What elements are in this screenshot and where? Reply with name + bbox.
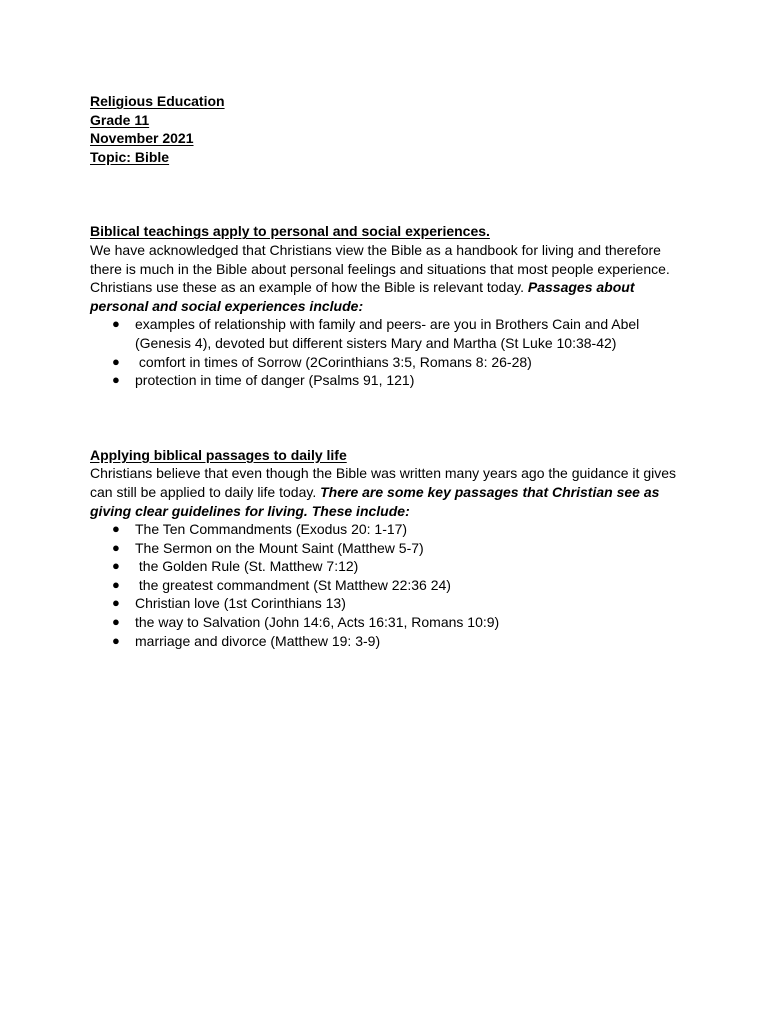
paragraph-emphasis: There are some key passages that Christian see as giving clear guidelines for living. These include: bbox=[90, 483, 660, 519]
bullet-icon: ● bbox=[112, 372, 120, 388]
list-item-text: the greatest commandment (St Matthew 22:36 24) bbox=[135, 576, 451, 593]
spacer bbox=[90, 166, 680, 222]
bullet-icon: ● bbox=[112, 558, 120, 574]
paragraph-text: We have acknowledged that Christians view the Bible as a handbook for living and therefore there is much in the Bible about personal feelings and situations that most people experience. Christians use these as an example of how the Bible is relevant today. bbox=[90, 241, 670, 296]
list-item-text: examples of relationship with family and peers- are you in Brothers Cain and Abel (Genesis 4), devoted but different sisters Mary and Martha (St Luke 10:38-42) bbox=[135, 316, 644, 351]
bullet-icon: ● bbox=[112, 576, 120, 592]
list-item bbox=[90, 371, 680, 390]
document-header bbox=[90, 92, 680, 166]
section-paragraph bbox=[90, 464, 680, 520]
bullet-icon: ● bbox=[112, 595, 120, 611]
list-item bbox=[90, 315, 680, 352]
list-item-text: Christian love (1st Corinthians 13) bbox=[135, 595, 346, 612]
list-item-text: The Ten Commandments (Exodus 20: 1-17) bbox=[135, 521, 408, 538]
list-item bbox=[90, 539, 680, 558]
list-item bbox=[90, 520, 680, 539]
document-page bbox=[90, 92, 680, 650]
subject-title: Religious Education bbox=[90, 93, 225, 109]
bullet-icon: ● bbox=[112, 632, 120, 648]
list-item bbox=[90, 594, 680, 613]
bullet-list bbox=[90, 520, 680, 650]
bullet-icon: ● bbox=[112, 316, 120, 332]
list-item bbox=[90, 576, 680, 595]
list-item-text: marriage and divorce (Matthew 19: 3-9) bbox=[135, 632, 381, 649]
topic-label: Topic: Bible bbox=[90, 148, 170, 165]
bullet-icon: ● bbox=[112, 539, 120, 555]
paragraph-text: Christians believe that even though the Bible was written many years ago the guidance it gives can still be applied to daily life today. bbox=[90, 465, 677, 500]
date-label: November 2021 bbox=[90, 130, 194, 147]
bullet-icon: ● bbox=[112, 521, 120, 537]
section-heading: Biblical teachings apply to personal and social experiences. bbox=[90, 223, 490, 240]
list-item-text: the Golden Rule (St. Matthew 7:12) bbox=[135, 558, 359, 575]
list-item-text: protection in time of danger (Psalms 91, 121) bbox=[135, 372, 415, 389]
bullet-icon: ● bbox=[112, 353, 120, 369]
list-item-text: the way to Salvation (John 14:6, Acts 16:31, Romans 10:9) bbox=[135, 614, 500, 631]
section-heading: Applying biblical passages to daily life bbox=[90, 446, 347, 463]
list-item bbox=[90, 557, 680, 576]
list-item bbox=[90, 632, 680, 651]
section-personal-social bbox=[90, 222, 680, 389]
bullet-list bbox=[90, 315, 680, 389]
list-item bbox=[90, 613, 680, 632]
section-paragraph bbox=[90, 241, 680, 315]
grade-label: Grade 11 bbox=[90, 111, 150, 128]
list-item bbox=[90, 353, 680, 372]
bullet-icon: ● bbox=[112, 614, 120, 630]
list-item-text: The Sermon on the Mount Saint (Matthew 5-7) bbox=[135, 539, 424, 556]
paragraph-emphasis: Passages about personal and social experiences include: bbox=[90, 279, 635, 314]
section-daily-life bbox=[90, 446, 680, 651]
list-item-text: comfort in times of Sorrow (2Corinthians 3:5, Romans 8: 26-28) bbox=[135, 353, 532, 370]
spacer bbox=[90, 390, 680, 446]
